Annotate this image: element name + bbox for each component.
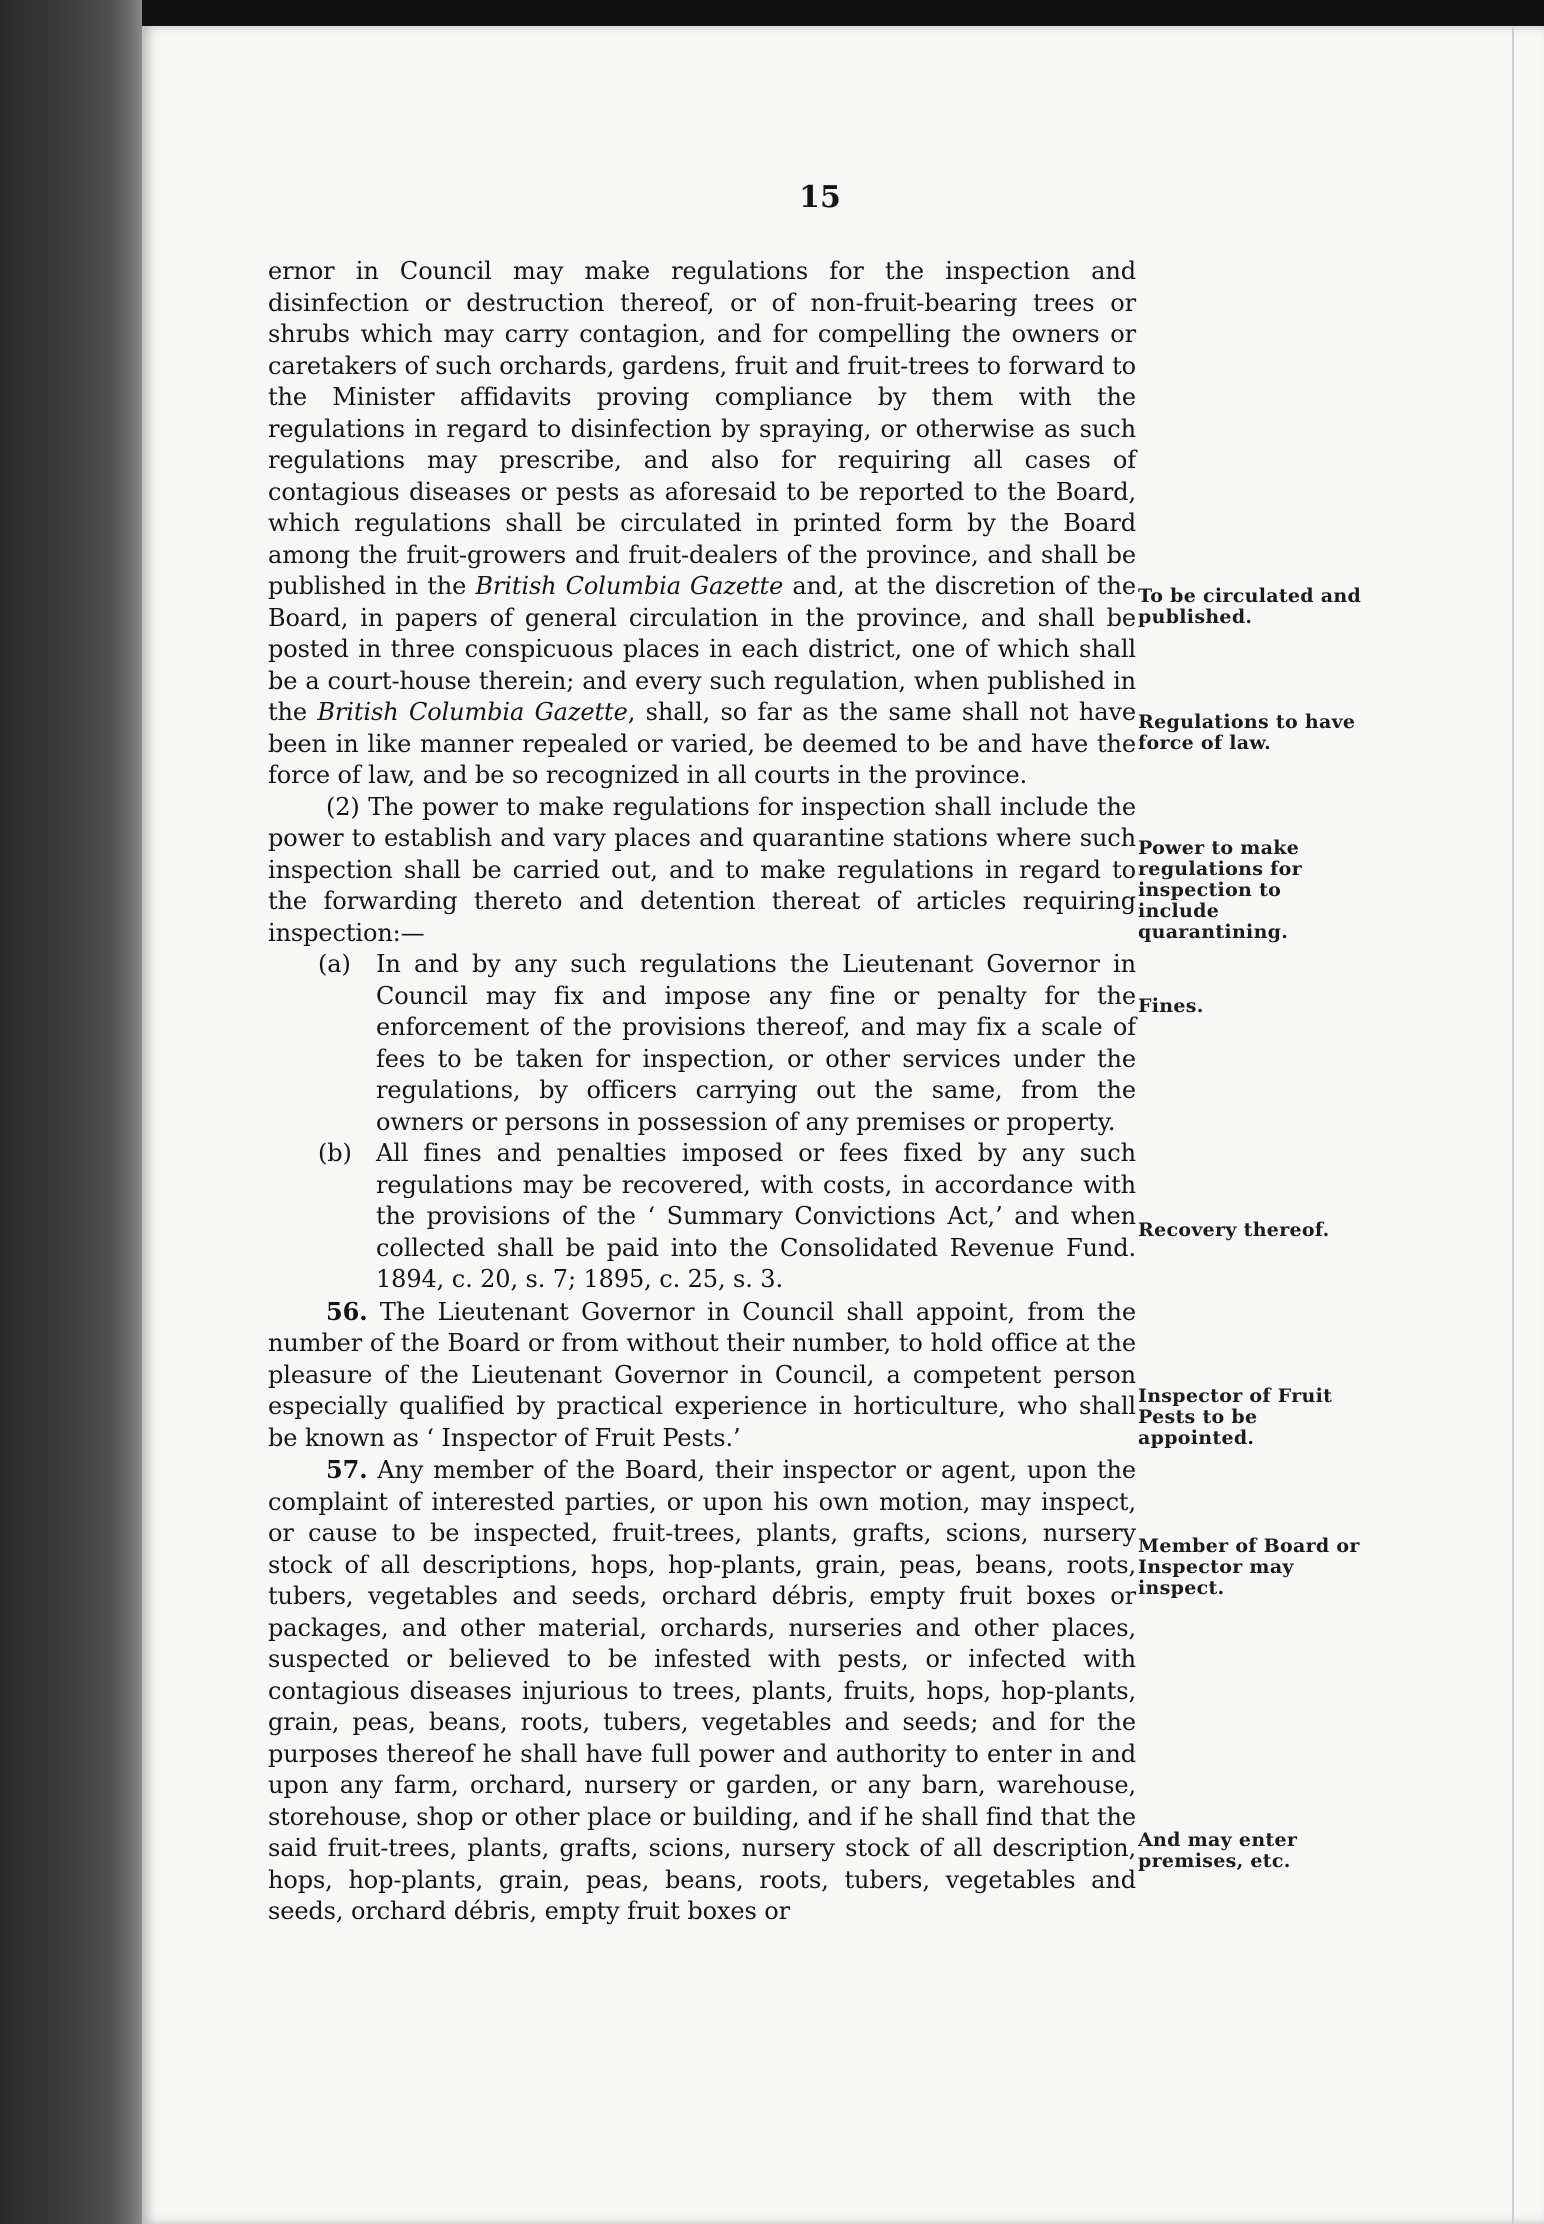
margin-note-recovery: Recovery thereof. xyxy=(1138,1219,1330,1241)
margin-note-member-inspect: Member of Board or Inspector may inspect. xyxy=(1138,1535,1360,1599)
margin-note-enter-premises: And may enter premises, etc. xyxy=(1138,1829,1298,1872)
clause-b: (b) All fines and penalties imposed or fees fixed by any such regulations may be recovered, with costs, in accordance with the provisions of the ‘ Summary Convictions Act,’ and when collected shall be paid into the Consolidated Revenue Fund. 1894, c. 20, s. 7; 1895, c. 25, s. 3. xyxy=(318,1139,1136,1293)
section-56: 56. The Lieutenant Governor in Council shall appoint, from the number of the Board or from without their number, to hold office at the pleasure of the Lieutenant Governor in Council, a competent person especially qualified by practical experience in horticulture, who shall be known as ‘ Inspector of Fruit Pests.’ xyxy=(268,1296,1136,1452)
margin-note-fines: Fines. xyxy=(1138,995,1204,1017)
margin-note-inspector-appointed: Inspector of Fruit Pests to be appointed. xyxy=(1138,1385,1333,1449)
section-57: 57. Any member of the Board, their inspector or agent, upon the complaint of interested parties, or upon his own motion, may inspect, or cause to be inspected, fruit-trees, plants, grafts, scions, nursery stock of all descriptions, hops, hop-plants, grain, peas, beans, roots, tubers, vegetables and seeds, orchard débris, empty fruit boxes or packages, and other material, orchards, nurseries and other places, suspected or believed to be infested with pests, or infected with contagious diseases injurious to trees, plants, fruits, hops, hop-plants, grain, peas, beans, roots, tubers, vegetables and seeds; and for the purposes thereof he shall have full power and authority to enter in and upon any farm, orchard, nursery or garden, or any barn, warehouse, storehouse, shop or other place or building, and if he shall find that the said fruit-trees, plants, grafts, scions, nursery stock of all description, hops, hop-plants, grain, peas, beans, roots, tubers, vegetables and seeds, orchard débris, empty fruit boxes or xyxy=(268,1455,1136,1925)
margin-note-quarantining: Power to make regulations for inspection to include quarantining. xyxy=(1138,837,1302,943)
margin-note-circulated: To be circulated and published. xyxy=(1138,585,1362,628)
clause-a: (a) In and by any such regulations the Lieutenant Governor in Council may fix and impose any fine or penalty for the enforcement of the provisions thereof, and may fix a scale of fees to be taken for inspection, or other services under the regulations, by officers carrying out the same, from the owners or persons in possession of any premises or property. xyxy=(318,950,1136,1136)
body-text xyxy=(268,256,1136,1928)
page-fold-line xyxy=(1512,26,1514,2224)
margin-note-force-of-law: Regulations to have force of law. xyxy=(1138,711,1356,754)
paragraph-subsection-2: (2) The power to make regulations for inspection shall include the power to establish and vary places and quarantine stations where such inspection shall be carried out, and to make regulations in regard to the forwarding thereto and detention thereat of articles requiring inspection:— xyxy=(268,792,1136,947)
scan-border-left xyxy=(0,0,142,2224)
page-number: 15 xyxy=(799,180,841,215)
paragraph-continuation: ernor in Council may make regulations for the inspection and disinfection or destruction thereof, or of non-fruit-bearing trees or shrubs which may carry contagion, and for compelling the owners or caretakers of such orchards, gardens, fruit and fruit-trees to forward to the Minister affidavits proving compliance by them with the regulations in regard to disinfection by spraying, or otherwise as such regulations may prescribe, and also for requiring all cases of contagious diseases or pests as aforesaid to be reported to the Board, which regulations shall be circulated in printed form by the Board among the fruit-growers and fruit-dealers of the province, and shall be published in the British Columbia Gazette and, at the discretion of the Board, in papers of general circulation in the province, and shall be posted in three conspicuous places in each district, one of which shall be a court-house therein; and every such regulation, when published in the British Columbia Gazette, shall, so far as the same shall not have been in like manner repealed or varied, be deemed to be and have the force of law, and be so recognized in all courts in the province. xyxy=(268,257,1137,789)
